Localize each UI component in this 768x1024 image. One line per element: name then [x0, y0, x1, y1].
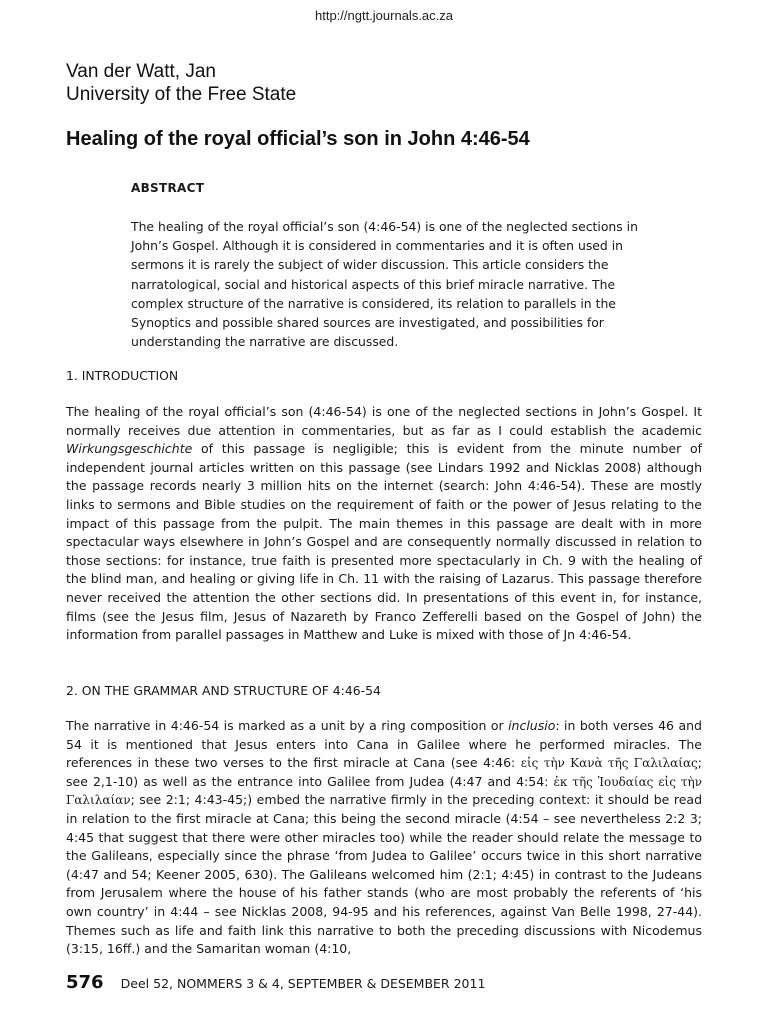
- abstract-heading: ABSTRACT: [131, 181, 205, 195]
- section-heading-grammar: 2. ON THE GRAMMAR AND STRUCTURE OF 4:46-54: [66, 683, 381, 698]
- introduction-paragraph: [66, 403, 702, 645]
- text-run: The healing of the royal official’s son (4:46-54) is one of the neglected sections in John’s Gospel. It normally receives due attention in commentaries, but as far as I could establish the academic: [66, 404, 702, 438]
- page-footer: [66, 972, 485, 993]
- text-run: ; see 2,1-10) as well as the entrance into Galilee from Judea (4:47 and 4:54:: [66, 755, 702, 789]
- author-affiliation: University of the Free State: [66, 84, 297, 105]
- author-name: Van der Watt, Jan: [66, 61, 216, 82]
- text-run: : in both verses 46 and 54 it is mentioned that Jesus enters into Cana in Galilee where he performed miracles. The references in these two verses to the first miracle at Cana (see 4:46:: [66, 718, 702, 771]
- grammar-paragraph: [66, 717, 702, 959]
- greek-phrase: εἰς τὴν Κανὰ τῆς Γαλιλαίας: [520, 756, 698, 771]
- emphasis-term: Wirkungsgeschichte: [66, 441, 193, 457]
- text-run: The narrative in 4:46-54 is marked as a unit by a ring composition or: [66, 718, 509, 733]
- emphasis-term: inclusio: [508, 718, 556, 733]
- article-title: Healing of the royal official’s son in John 4:46-54: [66, 128, 530, 150]
- abstract-text: The healing of the royal official’s son (4:46-54) is one of the neglected sections in John’s Gospel. Although it is considered in commentaries and it is often used in sermons it is rarely the subject of wider discussion. This article considers the narratological, social and historical aspects of this brief miracle narrative. The complex structure of the narrative is considered, its relation to parallels in the Synoptics and possible shared sources are investigated, and possibilities for understanding the narrative are discussed.: [131, 219, 638, 350]
- greek-phrase: ἐκ τῆς Ἰουδαίας εἰς τὴν Γαλιλαίαν: [66, 774, 702, 808]
- page-number: 576: [66, 972, 104, 993]
- author-block: [66, 60, 296, 106]
- text-run: of this passage is negligible; this is evident from the minute number of independent journal articles written on this passage (see Lindars 1992 and Nicklas 2008) although the passage records nearly 3 million hits on the internet (search: John 4:46-54). These are mostly links to sermons and Bible studies on the requirement of faith or the power of Jesus relating to the impact of this passage from the pulpit. The main themes in this passage are dealt with in more spectacular ways elsewhere in John’s Gospel and are consequently normally discussed in relation to those sections: for instance, true faith is presented more spectacularly in Ch. 9 with the healing of the blind man, and healing or giving life in Ch. 11 with the raising of Lazarus. This passage therefore never received the attention the other sections did. In presentations of this event in, for instance, films (see the Jesus film, Jesus of Nazareth by Franco Zefferelli based on the Gospel of John) the information from parallel passages in Matthew and Luke is mixed with those of Jn 4:46-54.: [66, 441, 702, 643]
- text-run: ; see 2:1; 4:43-45;) embed the narrative firmly in the preceding context: it should be read in relation to the first miracle at Cana; this being the second miracle (4:54 – see nevertheless 2:2 3; 4:45 that suggest that there were other miracles too) while the reader should relate the message to the Galileans, especially since the phrase ‘from Judea to Galilee’ occurs twice in this short narrative (4:47 and 54; Keener 2005, 630). The Galileans welcomed him (2:1; 4:45) in contrast to the Judeans from Jerusalem where the house of his father stands (who are most probably the referents of ‘his own country’ in 4:44 – see Nicklas 2008, 94-95 and his references, against Van Belle 1998, 27-44). Themes such as life and faith link this narrative to both the preceding discussions with Nicodemus (3:15, 16ff.) and the Samaritan woman (4:10,: [66, 792, 702, 957]
- journal-url[interactable]: http://ngtt.journals.ac.za: [314, 8, 454, 23]
- section-heading-introduction: 1. INTRODUCTION: [66, 368, 179, 383]
- journal-issue: Deel 52, NOMMERS 3 & 4, SEPTEMBER & DESEMBER 2011: [120, 976, 486, 991]
